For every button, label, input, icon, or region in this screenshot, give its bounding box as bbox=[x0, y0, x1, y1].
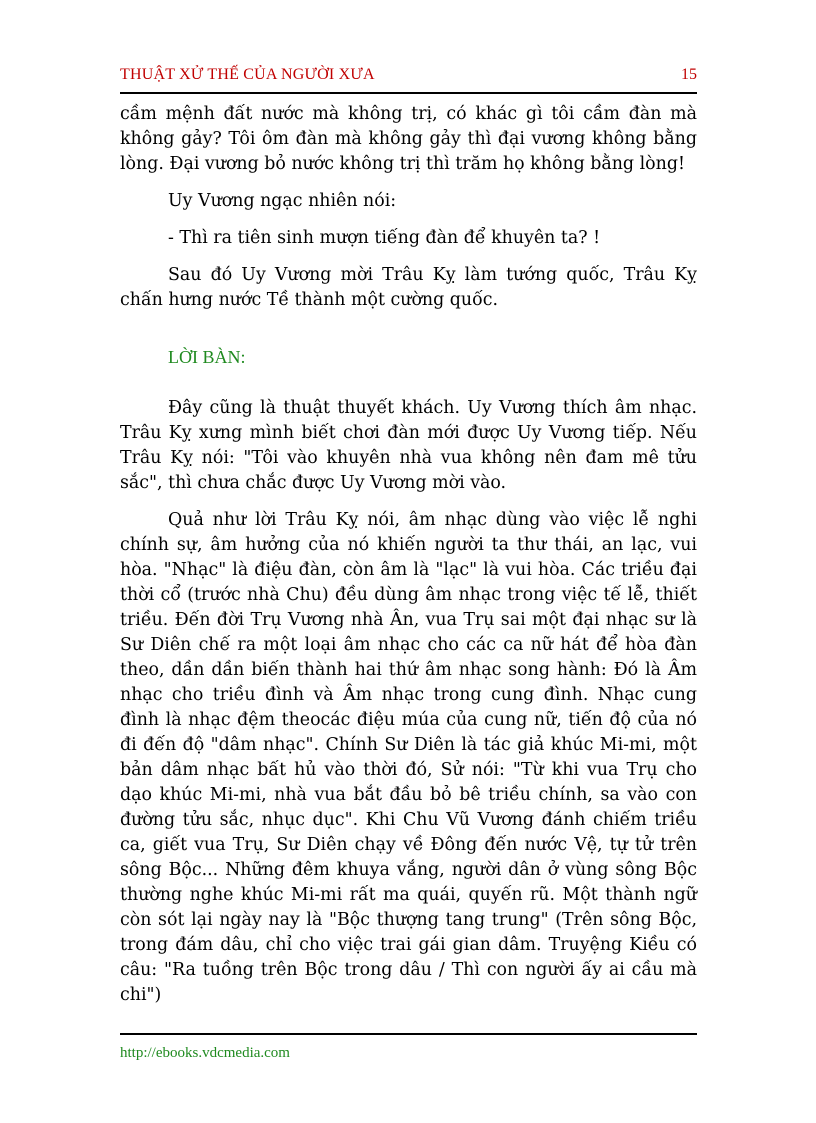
footer-divider bbox=[120, 1033, 697, 1035]
paragraph-6: Quả như lời Trâu Kỵ nói, âm nhạc dùng vào việc lễ nghi chính sự, âm hưởng của nó khiến người ta thư thái, an lạc, vui hòa. "Nhạc" là điệu đàn, còn âm là "lạc" là vui hòa. Các triều đại thời cổ (trước nhà Chu) đều dùng âm nhạc trong việc tế lễ, thiết triều. Đến đời Trụ Vương nhà Ân, vua Trụ sai một đại nhạc sư là Sư Diên chế ra một loại âm nhạc cho các ca nữ hát để hòa đàn theo, dần dần biến thành hai thứ âm nhạc song hành: Đó là Âm nhạc cho triều đình và Âm nhạc trong cung đình. Nhạc cung đình là nhạc đệm theocác điệu múa của cung nữ, tiến độ của nó đi đến độ "dâm nhạc". Chính Sư Diên là tác giả khúc Mi-mi, một bản dâm nhạc bất hủ vào thời đó, Sử nói: "Từ khi vua Trụ cho dạo khúc Mi-mi, nhà vua bắt đầu bỏ bê triều chính, sa vào con đường tửu sắc, nhục dục". Khi Chu Vũ Vương đánh chiếm triều ca, giết vua Trụ, Sư Diên chạy về Đông đến nước Vệ, tự tử trên sông Bộc... Những đêm khuya vắng, người dân ở vùng sông Bộc thường nghe khúc Mi-mi rất ma quái, quyến rũ. Một thành ngữ còn sót lại ngày nay là "Bộc thượng tang trung" (Trên sông Bộc, trong đám dâu, chỉ cho việc trai gái gian dâm. Truyệng Kiều có câu: "Ra tuồng trên Bộc trong dâu / Thì con người ấy ai cầu mà chi") bbox=[120, 510, 697, 1005]
footer-website-link[interactable]: http://ebooks.vdcmedia.com bbox=[120, 1045, 290, 1061]
paragraph-2: Uy Vương ngạc nhiên nói: bbox=[168, 191, 397, 211]
book-title: THUẬT XỬ THẾ CỦA NGƯỜI XƯA bbox=[120, 66, 375, 83]
paragraph-3: - Thì ra tiên sinh mượn tiếng đàn để khuyên ta? ! bbox=[168, 228, 601, 248]
page-number: 15 bbox=[681, 66, 697, 83]
header-divider bbox=[120, 92, 697, 94]
page-header bbox=[120, 66, 697, 88]
paragraph-1: cầm mệnh đất nước mà không trị, có khác gì tôi cầm đàn mà không gảy? Tôi ôm đàn mà không gảy thì đại vương không bằng lòng. Đại vương bỏ nước không trị thì trăm họ không bằng lòng! bbox=[120, 104, 697, 174]
section-title: LỜI BÀN: bbox=[168, 347, 246, 367]
paragraph-4: Sau đó Uy Vương mời Trâu Kỵ làm tướng quốc, Trâu Kỵ chấn hưng nước Tề thành một cường quốc. bbox=[120, 265, 697, 310]
page-body bbox=[120, 102, 697, 1008]
paragraph-5: Đây cũng là thuật thuyết khách. Uy Vương thích âm nhạc. Trâu Kỵ xưng mình biết chơi đàn mới được Uy Vương tiếp. Nếu Trâu Kỵ nói: "Tôi vào khuyên nhà vua không nên đam mê tửu sắc", thì chưa chắc được Uy Vương mời vào. bbox=[120, 398, 697, 493]
